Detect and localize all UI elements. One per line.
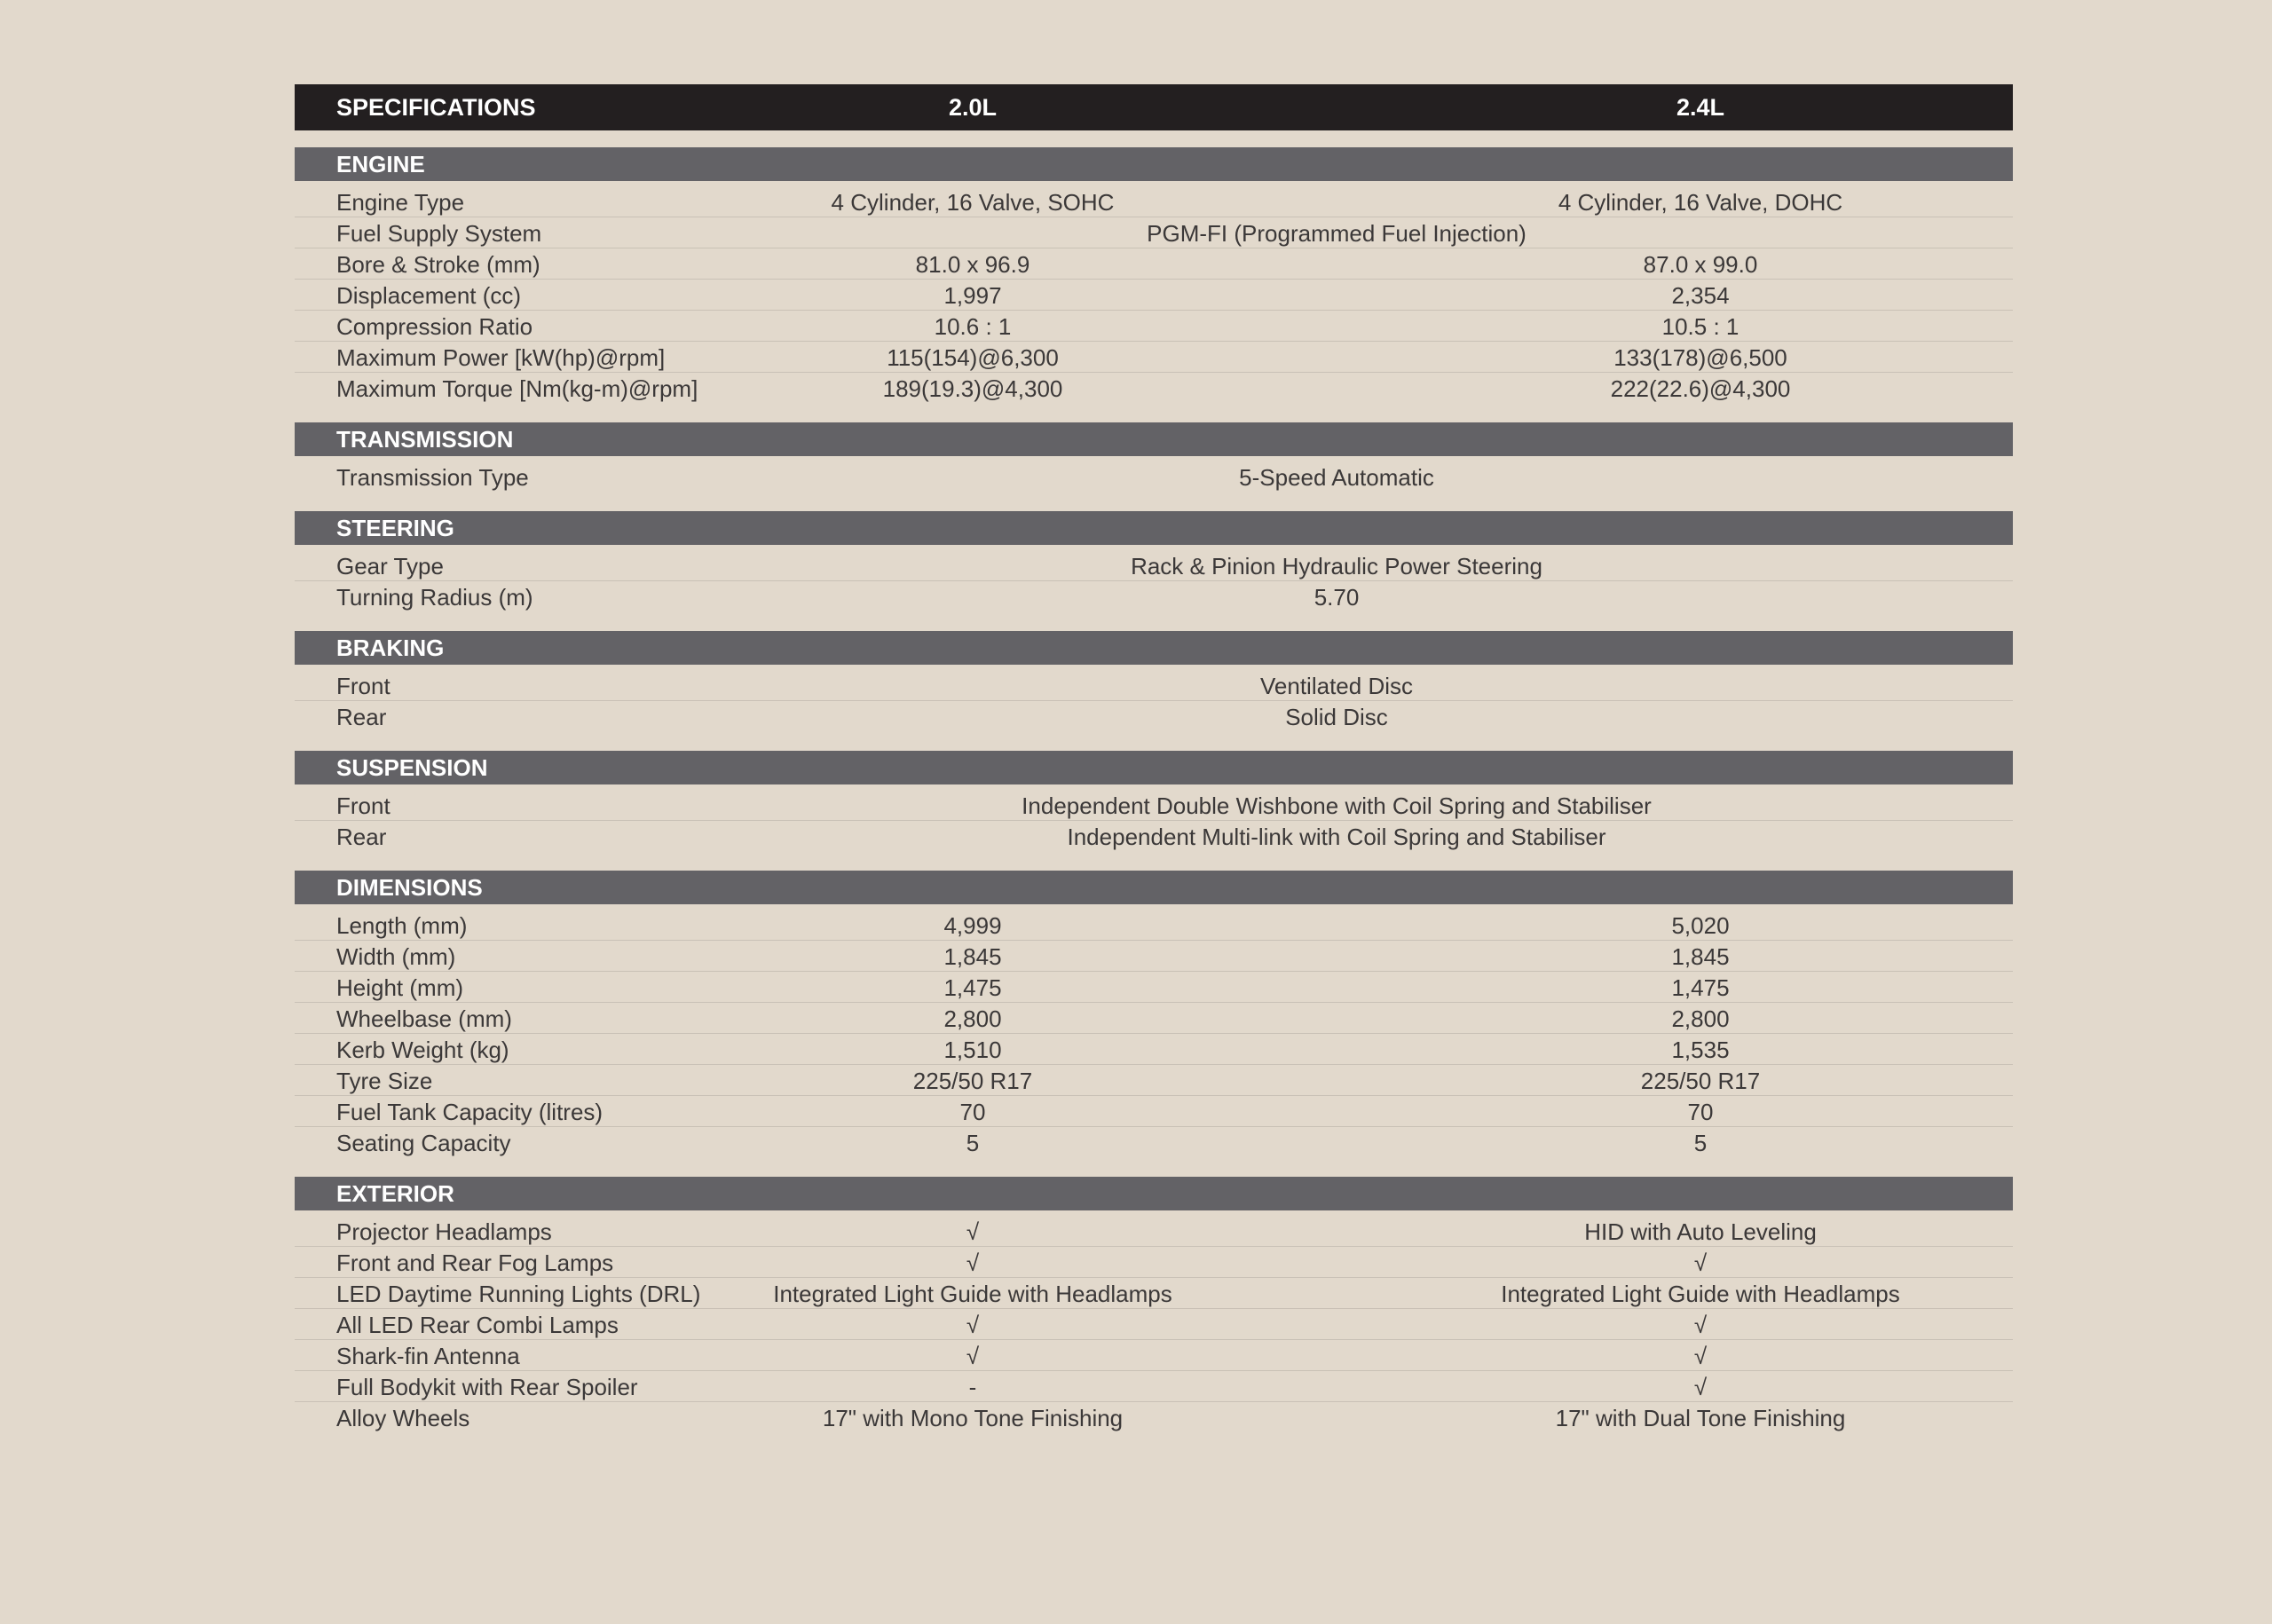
row-value-shared: Solid Disc xyxy=(1285,704,1388,730)
row-value-2-4l: 87.0 x 99.0 xyxy=(1643,251,1758,278)
table-row xyxy=(295,1340,2013,1371)
row-label: Height (mm) xyxy=(336,974,464,1001)
table-row xyxy=(295,280,2013,311)
row-label: Rear xyxy=(336,704,387,730)
row-value-2-4l: 1,535 xyxy=(1671,1037,1730,1063)
section-steering xyxy=(295,511,2013,614)
row-label: Maximum Power [kW(hp)@rpm] xyxy=(336,344,666,371)
row-label: Front xyxy=(336,792,390,819)
row-value-2-4l: 17" with Dual Tone Finishing xyxy=(1555,1405,1846,1431)
row-value-2-0l: 189(19.3)@4,300 xyxy=(882,375,1063,402)
row-label: Seating Capacity xyxy=(336,1130,511,1156)
table-row xyxy=(295,1309,2013,1340)
row-value-2-0l: 1,845 xyxy=(943,943,1002,970)
section-transmission xyxy=(295,422,2013,494)
row-value-shared: 5-Speed Automatic xyxy=(1239,464,1434,491)
section-title: ENGINE xyxy=(295,147,2013,181)
row-value-shared: Rack & Pinion Hydraulic Power Steering xyxy=(1131,553,1542,579)
row-value-2-4l: 1,845 xyxy=(1671,943,1730,970)
table-row xyxy=(295,1402,2013,1433)
row-value-2-4l: 222(22.6)@4,300 xyxy=(1610,375,1791,402)
section-title: DIMENSIONS xyxy=(295,871,2013,904)
row-value-2-0l: √ xyxy=(966,1343,980,1369)
row-value-2-4l: 4 Cylinder, 16 Valve, DOHC xyxy=(1558,189,1843,216)
table-row xyxy=(295,1247,2013,1278)
row-label: Maximum Torque [Nm(kg-m)@rpm] xyxy=(336,375,698,402)
row-value-2-0l: 1,997 xyxy=(943,282,1002,309)
row-value-2-0l: 225/50 R17 xyxy=(912,1068,1033,1094)
table-row xyxy=(295,790,2013,821)
header-col-2-4l: 2.4L xyxy=(1676,93,1725,121)
row-label: Full Bodykit with Rear Spoiler xyxy=(336,1374,638,1400)
row-value-shared: Independent Multi-link with Coil Spring and Stabiliser xyxy=(1067,824,1606,850)
section-title: BRAKING xyxy=(295,631,2013,665)
row-value-2-0l: √ xyxy=(966,1250,980,1276)
table-row xyxy=(295,1034,2013,1065)
table-row xyxy=(295,1003,2013,1034)
row-label: Wheelbase (mm) xyxy=(336,1005,512,1032)
row-label: Length (mm) xyxy=(336,912,468,939)
row-value-2-0l: 70 xyxy=(959,1099,986,1125)
row-value-2-4l: 5 xyxy=(1693,1130,1708,1156)
section-rows xyxy=(295,784,2013,854)
row-value-2-0l: √ xyxy=(966,1218,980,1245)
row-value-2-0l: 10.6 : 1 xyxy=(934,313,1012,340)
section-dimensions xyxy=(295,871,2013,1160)
table-header xyxy=(295,84,2013,130)
row-value-2-0l: 2,800 xyxy=(943,1005,1002,1032)
row-label: Front xyxy=(336,673,390,699)
row-value-2-4l: √ xyxy=(1693,1312,1708,1338)
row-value-shared: 5.70 xyxy=(1314,584,1360,611)
row-value-shared: PGM-FI (Programmed Fuel Injection) xyxy=(1147,220,1526,247)
section-title: SUSPENSION xyxy=(295,751,2013,784)
row-label: All LED Rear Combi Lamps xyxy=(336,1312,619,1338)
row-label: LED Daytime Running Lights (DRL) xyxy=(336,1281,701,1307)
table-row xyxy=(295,550,2013,581)
row-value-2-0l: 81.0 x 96.9 xyxy=(915,251,1030,278)
row-value-2-4l: Integrated Light Guide with Headlamps xyxy=(1501,1281,1900,1307)
table-row xyxy=(295,941,2013,972)
row-label: Shark-fin Antenna xyxy=(336,1343,520,1369)
section-rows xyxy=(295,181,2013,406)
header-col-2-0l: 2.0L xyxy=(948,93,998,121)
row-value-2-4l: HID with Auto Leveling xyxy=(1584,1218,1817,1245)
section-suspension xyxy=(295,751,2013,854)
row-label: Width (mm) xyxy=(336,943,456,970)
row-value-2-0l: 4 Cylinder, 16 Valve, SOHC xyxy=(831,189,1115,216)
table-row xyxy=(295,342,2013,373)
row-label: Fuel Supply System xyxy=(336,220,542,247)
row-label: Front and Rear Fog Lamps xyxy=(336,1250,614,1276)
table-row xyxy=(295,311,2013,342)
row-value-2-0l: Integrated Light Guide with Headlamps xyxy=(773,1281,1172,1307)
row-label: Tyre Size xyxy=(336,1068,433,1094)
section-rows xyxy=(295,545,2013,614)
row-value-2-4l: 2,800 xyxy=(1671,1005,1730,1032)
row-label: Turning Radius (m) xyxy=(336,584,533,611)
row-value-shared: Ventilated Disc xyxy=(1260,673,1413,699)
row-value-shared: Independent Double Wishbone with Coil Spring and Stabiliser xyxy=(1022,792,1652,819)
row-value-2-4l: 70 xyxy=(1687,1099,1714,1125)
section-title: EXTERIOR xyxy=(295,1177,2013,1210)
section-braking xyxy=(295,631,2013,734)
row-value-2-4l: √ xyxy=(1693,1374,1708,1400)
table-row xyxy=(295,1371,2013,1402)
row-label: Displacement (cc) xyxy=(336,282,522,309)
row-value-2-4l: 10.5 : 1 xyxy=(1661,313,1740,340)
row-value-2-0l: - xyxy=(968,1374,977,1400)
row-value-2-0l: √ xyxy=(966,1312,980,1338)
row-value-2-0l: 4,999 xyxy=(943,912,1002,939)
table-row xyxy=(295,1096,2013,1127)
section-rows xyxy=(295,665,2013,734)
row-label: Rear xyxy=(336,824,387,850)
row-label: Fuel Tank Capacity (litres) xyxy=(336,1099,604,1125)
row-value-2-4l: √ xyxy=(1693,1250,1708,1276)
row-label: Compression Ratio xyxy=(336,313,533,340)
table-row xyxy=(295,248,2013,280)
row-value-2-0l: 1,510 xyxy=(943,1037,1002,1063)
row-label: Gear Type xyxy=(336,553,444,579)
row-label: Projector Headlamps xyxy=(336,1218,552,1245)
row-label: Alloy Wheels xyxy=(336,1405,470,1431)
row-label: Bore & Stroke (mm) xyxy=(336,251,540,278)
table-row xyxy=(295,972,2013,1003)
row-value-2-0l: 1,475 xyxy=(943,974,1002,1001)
table-row xyxy=(295,373,2013,404)
section-rows xyxy=(295,1210,2013,1435)
section-title: TRANSMISSION xyxy=(295,422,2013,456)
row-value-2-4l: 1,475 xyxy=(1671,974,1730,1001)
row-label: Transmission Type xyxy=(336,464,529,491)
table-row xyxy=(295,1216,2013,1247)
table-row xyxy=(295,1065,2013,1096)
sections-container xyxy=(295,147,2013,1435)
row-label: Kerb Weight (kg) xyxy=(336,1037,509,1063)
row-value-2-4l: 225/50 R17 xyxy=(1640,1068,1761,1094)
section-rows xyxy=(295,904,2013,1160)
table-row xyxy=(295,1127,2013,1158)
row-value-2-4l: 5,020 xyxy=(1671,912,1730,939)
section-title: STEERING xyxy=(295,511,2013,545)
table-row xyxy=(295,821,2013,852)
section-engine xyxy=(295,147,2013,406)
table-row xyxy=(295,461,2013,493)
table-row xyxy=(295,581,2013,612)
header-title: SPECIFICATIONS xyxy=(336,93,536,121)
spec-table xyxy=(295,84,2013,1435)
table-row xyxy=(295,186,2013,217)
section-exterior xyxy=(295,1177,2013,1435)
row-value-2-0l: 5 xyxy=(966,1130,980,1156)
table-row xyxy=(295,670,2013,701)
section-rows xyxy=(295,456,2013,494)
table-row xyxy=(295,910,2013,941)
table-row xyxy=(295,1278,2013,1309)
table-row xyxy=(295,217,2013,248)
row-value-2-4l: 2,354 xyxy=(1671,282,1730,309)
row-label: Engine Type xyxy=(336,189,465,216)
table-row xyxy=(295,701,2013,732)
row-value-2-4l: 133(178)@6,500 xyxy=(1613,344,1787,371)
row-value-2-4l: √ xyxy=(1693,1343,1708,1369)
row-value-2-0l: 17" with Mono Tone Finishing xyxy=(822,1405,1124,1431)
row-value-2-0l: 115(154)@6,300 xyxy=(887,344,1059,371)
